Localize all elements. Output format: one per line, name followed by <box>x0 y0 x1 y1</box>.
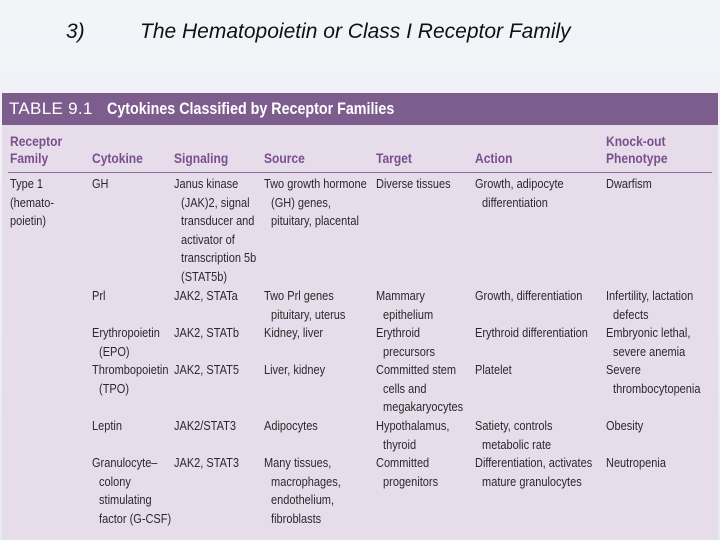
table-cell-knockout-phenotype <box>606 417 643 436</box>
table-number: TABLE 9.1 <box>9 99 93 118</box>
cell-line: pituitary, uterus <box>271 307 346 322</box>
table-cell-signaling <box>174 361 239 380</box>
cell-line: Infertility, lactation <box>606 289 694 303</box>
cell-line: Many tissues, <box>264 456 332 470</box>
cell-line: (EPO) <box>99 344 130 359</box>
table-cell-knockout-phenotype <box>606 287 693 324</box>
table-cell-target <box>376 454 438 491</box>
cell-line: precursors <box>383 344 436 359</box>
cell-line: Embryonic lethal, <box>606 326 691 340</box>
column-header-receptor-family <box>10 133 62 167</box>
cell-line: Mammary <box>376 289 425 303</box>
cell-line: Prl <box>92 289 106 303</box>
cell-line: cells and <box>383 381 427 396</box>
cell-line: pituitary, placental <box>271 214 359 229</box>
cell-line: Severe <box>606 363 641 377</box>
cell-line: Platelet <box>475 363 512 377</box>
table-cell-source <box>264 417 318 436</box>
cell-line: JAK2, STATb <box>174 326 240 340</box>
cell-line: megakaryocytes <box>383 400 464 415</box>
table-cell-knockout-phenotype <box>606 454 666 473</box>
cell-line: Satiety, controls <box>475 419 553 433</box>
table-cell-cytokine <box>92 324 160 361</box>
cell-line: metabolic rate <box>482 437 552 452</box>
cell-line: fibroblasts <box>271 511 322 526</box>
column-header-line: Knock-out <box>606 133 666 149</box>
cell-line: Growth, adipocyte <box>475 177 564 191</box>
cell-line: Diverse tissues <box>376 177 451 191</box>
cell-line: Liver, kidney <box>264 363 326 377</box>
column-header-signaling <box>174 150 228 167</box>
table-cell-signaling <box>174 324 239 343</box>
cytokine-table <box>2 93 718 540</box>
table-cell-action <box>475 175 564 212</box>
table-cell-cytokine <box>92 175 109 194</box>
cell-line: Committed stem <box>376 363 457 377</box>
table-cell-signaling <box>174 417 236 436</box>
cell-line: Erythroid <box>376 326 421 340</box>
table-cell-signaling <box>174 175 256 287</box>
column-header-action <box>475 150 512 167</box>
cell-line: Janus kinase <box>174 177 239 191</box>
cell-line: epithelium <box>383 307 434 322</box>
cell-line: JAK2, STAT5 <box>174 363 240 377</box>
cell-line: GH <box>92 177 109 191</box>
cell-line: Kidney, liver <box>264 326 324 340</box>
cell-line: macrophages, <box>271 474 341 489</box>
table-cell-action <box>475 417 552 454</box>
cell-line: Adipocytes <box>264 419 318 433</box>
column-header-line: Receptor <box>10 133 63 149</box>
cell-line: differentiation <box>482 195 548 210</box>
cell-line: Granulocyte– <box>92 456 158 470</box>
cell-line: (hemato- <box>10 195 55 210</box>
cell-line: defects <box>613 307 649 322</box>
table-cell-source <box>264 361 325 380</box>
table-cell-target <box>376 361 463 417</box>
cell-line: Neutropenia <box>606 456 666 470</box>
cell-line: Growth, differentiation <box>475 289 583 303</box>
table-cell-target <box>376 287 433 324</box>
cell-line: transducer and <box>181 214 255 229</box>
cell-line: JAK2/STAT3 <box>174 419 236 433</box>
table-cell-target <box>376 417 449 454</box>
cell-line: Erythroid differentiation <box>475 326 588 340</box>
table-cell-target <box>376 324 435 361</box>
cell-line: Erythropoietin <box>92 326 160 340</box>
table-cell-action <box>475 287 582 306</box>
table-cell-knockout-phenotype <box>606 175 652 194</box>
cell-line: severe anemia <box>613 344 686 359</box>
table-cell-source <box>264 454 341 528</box>
cell-line: transcription 5b <box>181 251 257 266</box>
cell-line: colony <box>99 474 131 489</box>
column-header-line: Cytokine <box>92 150 143 166</box>
cell-line: stimulating <box>99 493 152 508</box>
cell-line: (GH) genes, <box>271 195 331 210</box>
column-header-line: Source <box>264 150 305 166</box>
cell-line: Committed <box>376 456 430 470</box>
cell-line: activator of <box>181 232 235 247</box>
cell-line: Two growth hormone <box>264 177 367 191</box>
table-cell-knockout-phenotype <box>606 361 700 398</box>
table-cell-cytokine <box>92 361 168 398</box>
table-cell-signaling <box>174 287 238 306</box>
table-cell-source <box>264 287 345 324</box>
cell-line: Differentiation, activates <box>475 456 593 470</box>
table-cell-cytokine <box>92 287 105 306</box>
cell-line: mature granulocytes <box>482 474 582 489</box>
table-header-row <box>8 125 712 173</box>
column-header-line: Target <box>376 150 412 166</box>
table-cell-action <box>475 324 588 343</box>
cell-line: poietin) <box>10 214 47 229</box>
table-cell-action <box>475 454 592 491</box>
table-cell-knockout-phenotype <box>606 324 690 361</box>
column-header-line: Action <box>475 150 513 166</box>
column-header-knockout-phenotype <box>606 133 668 167</box>
cell-line: progenitors <box>383 474 439 489</box>
column-header-line: Signaling <box>174 150 229 166</box>
column-header-line: Family <box>10 150 49 166</box>
cell-line: endothelium, <box>271 493 335 508</box>
cell-line: (STAT5b) <box>181 269 228 284</box>
cell-line: thrombocytopenia <box>613 381 701 396</box>
column-header-source <box>264 150 305 167</box>
cell-line: JAK2, STAT3 <box>174 456 240 470</box>
slide-title: The Hematopoietin or Class I Receptor Family <box>140 20 571 43</box>
cell-line: Type 1 <box>10 177 44 191</box>
table-cell-receptor-family <box>10 175 54 231</box>
cell-line: Thrombopoietin <box>92 363 169 377</box>
cell-line: Leptin <box>92 419 122 433</box>
cell-line: Dwarfism <box>606 177 652 191</box>
table-cell-target <box>376 175 451 194</box>
cell-line: JAK2, STATa <box>174 289 238 303</box>
slide-number: 3) <box>66 20 85 43</box>
table-cell-source <box>264 324 323 343</box>
cell-line: (TPO) <box>99 381 129 396</box>
cell-line: factor (G-CSF) <box>99 511 172 526</box>
column-header-cytokine <box>92 150 143 167</box>
cell-line: Hypothalamus, <box>376 419 450 433</box>
table-cell-cytokine <box>92 417 122 436</box>
cell-line: Obesity <box>606 419 644 433</box>
table-cell-source <box>264 175 367 231</box>
cell-line: (JAK)2, signal <box>181 195 250 210</box>
table-cell-action <box>475 361 512 380</box>
cell-line: Two Prl genes <box>264 289 334 303</box>
table-cell-signaling <box>174 454 239 473</box>
column-header-line: Phenotype <box>606 150 668 166</box>
table-cell-cytokine <box>92 454 171 528</box>
column-header-target <box>376 150 412 167</box>
table-banner <box>2 93 718 125</box>
table-caption: Cytokines Classified by Receptor Families <box>106 99 394 118</box>
cell-line: thyroid <box>383 437 417 452</box>
